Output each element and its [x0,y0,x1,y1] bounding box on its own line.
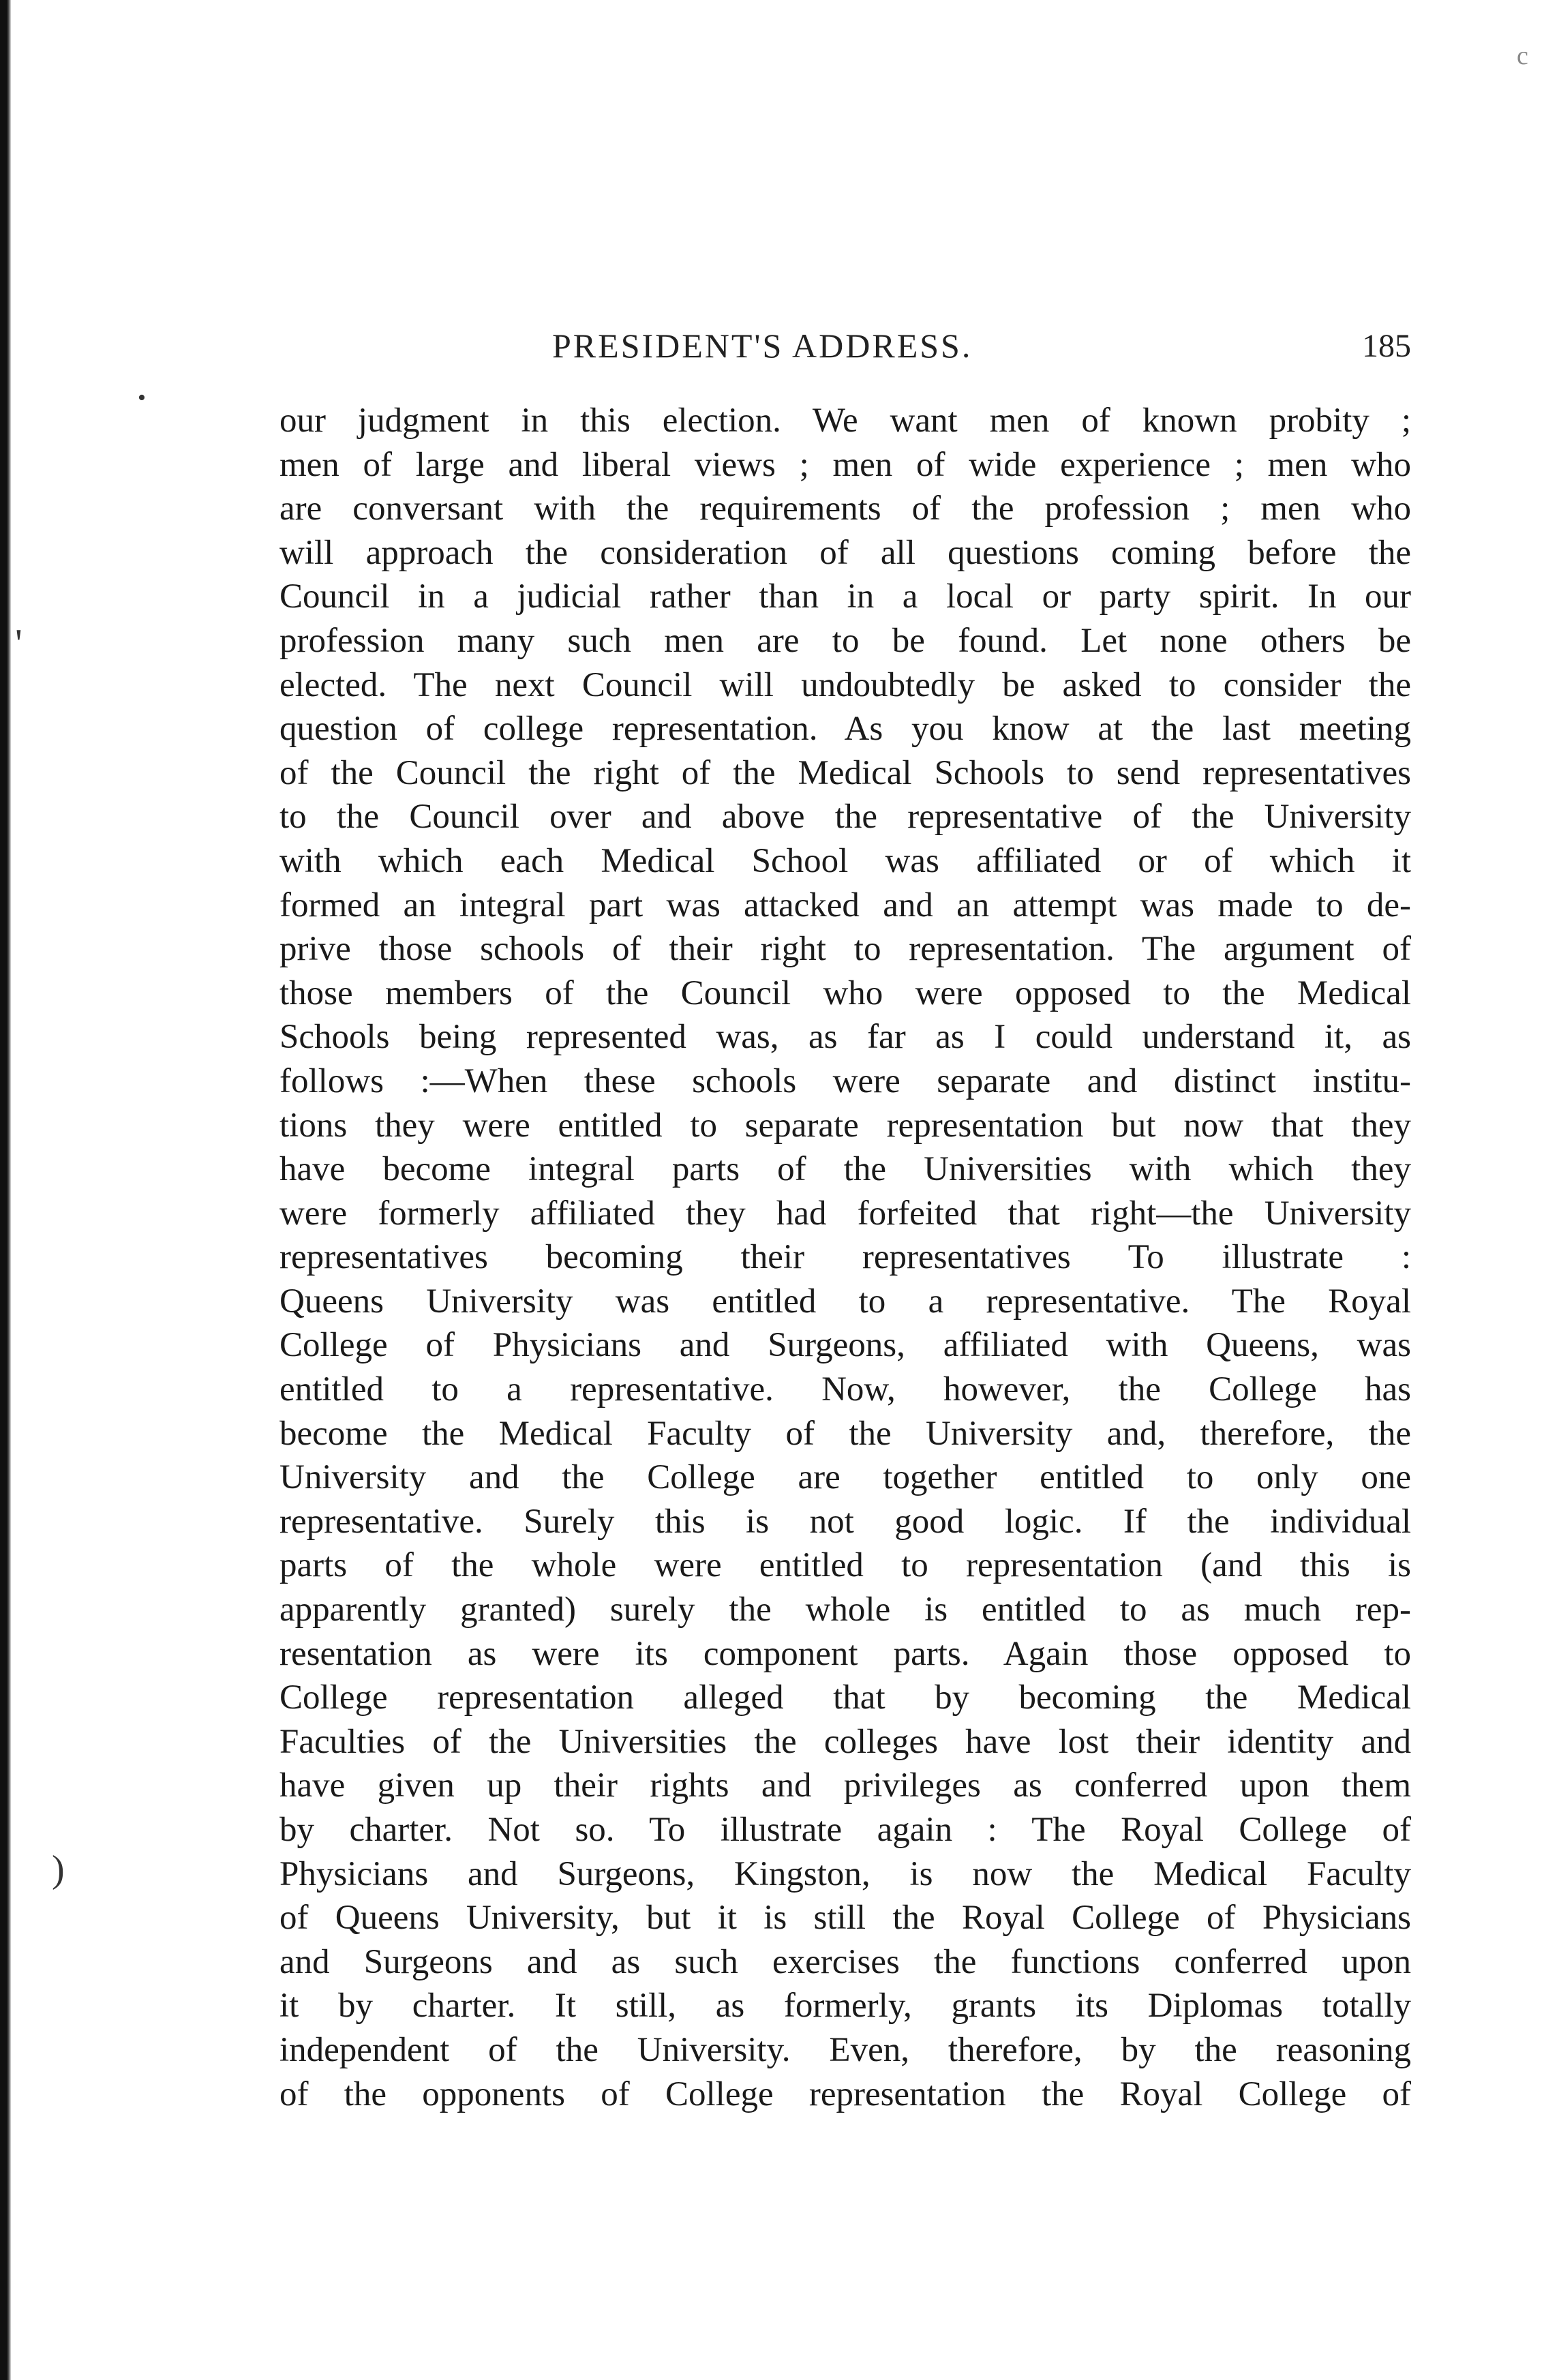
binding-edge [0,0,11,2380]
text-line: have become integral parts of the Universities with which they [279,1150,1411,1189]
text-line: become the Medical Faculty of the University and, therefore, the [279,1414,1411,1453]
text-line: men of large and liberal views ; men of wide experience ; men who [279,445,1411,484]
text-line: of the Council the right of the Medical Schools to send representatives [279,753,1411,792]
text-line: those members of the Council who were opposed to the Medical [279,974,1411,1012]
text-line: were formerly affiliated they had forfeited that right—the University [279,1194,1411,1233]
text-line: elected. The next Council will undoubtedly be asked to consider the [279,665,1411,704]
text-line: will approach the consideration of all questions coming before the [279,533,1411,572]
text-line: with which each Medical School was affiliated or of which it [279,841,1411,880]
text-line: to the Council over and above the representative of the University [279,798,1411,837]
text-line: resentation as were its component parts. Again those opposed to [279,1634,1411,1673]
body-text [279,399,1411,2116]
text-line: University and the College are together entitled to only one [279,1458,1411,1497]
text-line: apparently granted) surely the whole is entitled to as much rep- [279,1591,1411,1629]
text-line: follows :—When these schools were separate and distinct institu- [279,1061,1411,1100]
text-line: College of Physicians and Surgeons, affiliated with Queens, was [279,1326,1411,1365]
page-number: 185 [1362,328,1411,364]
margin-mark-top-right: c [1517,42,1528,70]
text-line: by charter. Not so. To illustrate again : The Royal College of [279,1811,1411,1849]
text-line: Queens University was entitled to a representative. The Royal [279,1282,1411,1321]
text-line: Faculties of the Universities the colleges have lost their identity and [279,1722,1411,1761]
text-line: formed an integral part was attacked and an attempt was made to de- [279,886,1411,924]
running-head [279,326,1411,374]
text-line: parts of the whole were entitled to representation (and this is [279,1546,1411,1585]
text-line: question of college representation. As you know at the last meeting [279,710,1411,749]
text-line: it by charter. It still, as formerly, grants its Diplomas totally [279,1987,1411,2025]
text-line: Schools being represented was, as far as I could understand it, as [279,1018,1411,1057]
text-line: independent of the University. Even, therefore, by the reasoning [279,2030,1411,2069]
text-line: and Surgeons and as such exercises the functions conferred upon [279,1942,1411,1981]
text-line: of Queens University, but it is still the Royal College of Physicians [279,1899,1411,1938]
text-line: entitled to a representative. Now, however, the College has [279,1370,1411,1409]
text-line: have given up their rights and privileges as conferred upon them [279,1766,1411,1805]
text-line: Council in a judicial rather than in a local or party spirit. In our [279,577,1411,616]
text-line: prive those schools of their right to representation. The argument of [279,930,1411,969]
margin-mark-left-1: ' [15,621,22,666]
text-line: are conversant with the requirements of the profession ; men who [279,489,1411,528]
running-title: PRESIDENT'S ADDRESS. [552,327,973,365]
text-line: tions they were entitled to separate representation but now that they [279,1106,1411,1145]
text-line: representatives becoming their representatives To illustrate : [279,1238,1411,1277]
text-line: our judgment in this election. We want men of known probity ; [279,402,1411,440]
margin-mark-left-2: ) [52,1848,65,1891]
text-line: of the opponents of College representation the Royal College of [279,2075,1411,2113]
text-line: Physicians and Surgeons, Kingston, is now the Medical Faculty [279,1854,1411,1893]
margin-dot: • [138,385,146,410]
text-line: representative. Surely this is not good logic. If the individual [279,1502,1411,1541]
text-line: profession many such men are to be found. Let none others be [279,621,1411,660]
text-line: College representation alleged that by becoming the Medical [279,1678,1411,1717]
